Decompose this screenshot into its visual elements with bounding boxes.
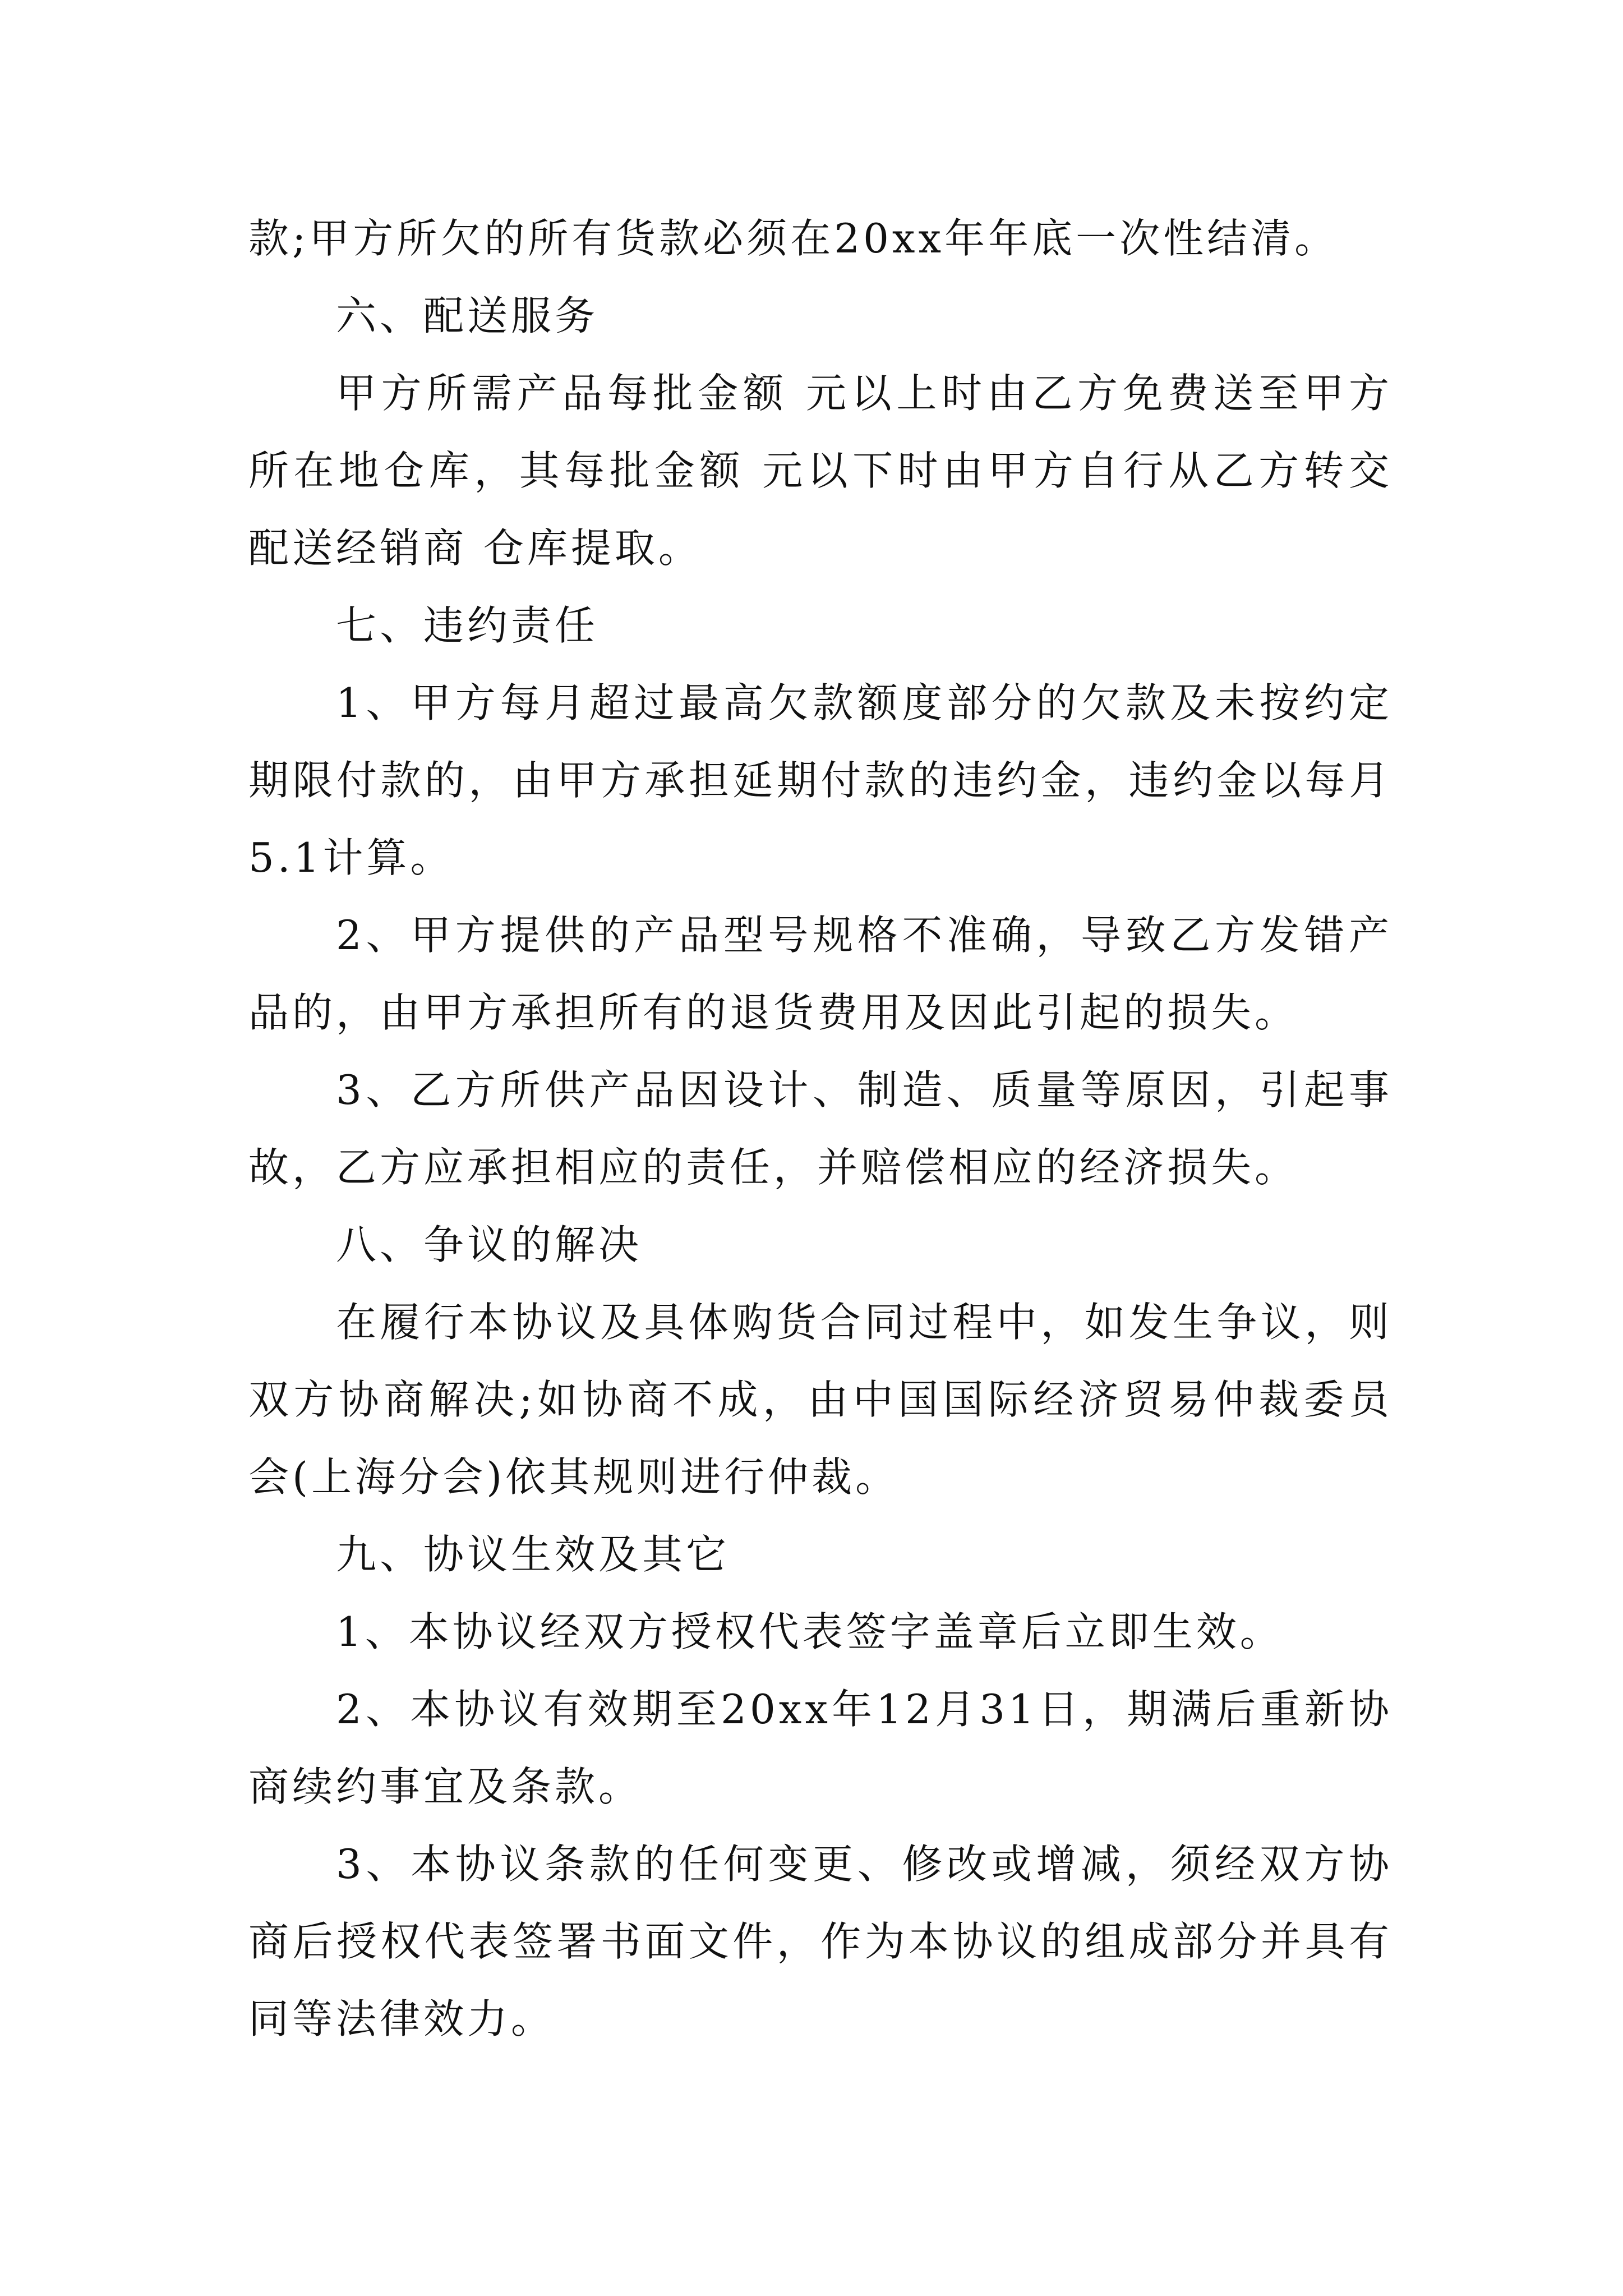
heading-delivery-service: 六、配送服务 bbox=[336, 292, 599, 339]
paragraph-liability-3: 3、乙方所供产品因设计、制造、质量等原因，引起事故，乙方应承担相应的责任，并赔偿相应的经济损失。 bbox=[248, 1066, 1393, 1191]
paragraph-dispute-resolution: 在履行本协议及具体购货合同过程中，如发生争议，则双方协商解决;如协商不成，由中国国际经济贸易仲裁委员会(上海分会)依其规则进行仲裁。 bbox=[248, 1299, 1393, 1501]
heading-liability: 七、违约责任 bbox=[336, 602, 599, 649]
heading-dispute-resolution: 八、争议的解决 bbox=[336, 1221, 643, 1268]
paragraph-payment-settlement: 款;甲方所欠的所有货款必须在20xx年年底一次性结清。 bbox=[248, 215, 1339, 262]
paragraph-effectiveness-3: 3、本协议条款的任何变更、修改或增减，须经双方协商后授权代表签署书面文件，作为本协议的组成部分并具有同等法律效力。 bbox=[248, 1841, 1393, 2042]
document-body bbox=[248, 200, 1393, 2058]
paragraph-effectiveness-1: 1、本协议经双方授权代表签字盖章后立即生效。 bbox=[336, 1608, 1284, 1655]
heading-effectiveness: 九、协议生效及其它 bbox=[336, 1531, 730, 1578]
paragraph-liability-2: 2、甲方提供的产品型号规格不准确，导致乙方发错产品的，由甲方承担所有的退货费用及因此引起的损失。 bbox=[248, 912, 1393, 1036]
paragraph-effectiveness-2: 2、本协议有效期至20xx年12月31日，期满后重新协商续约事宜及条款。 bbox=[248, 1686, 1393, 1810]
paragraph-delivery-terms: 甲方所需产品每批金额 元以上时由乙方免费送至甲方所在地仓库，其每批金额 元以下时由甲方自行从乙方转交配送经销商 仓库提取。 bbox=[248, 370, 1393, 572]
paragraph-liability-1: 1、甲方每月超过最高欠款额度部分的欠款及未按约定期限付款的，由甲方承担延期付款的违约金，违约金以每月5.1计算。 bbox=[248, 679, 1393, 881]
